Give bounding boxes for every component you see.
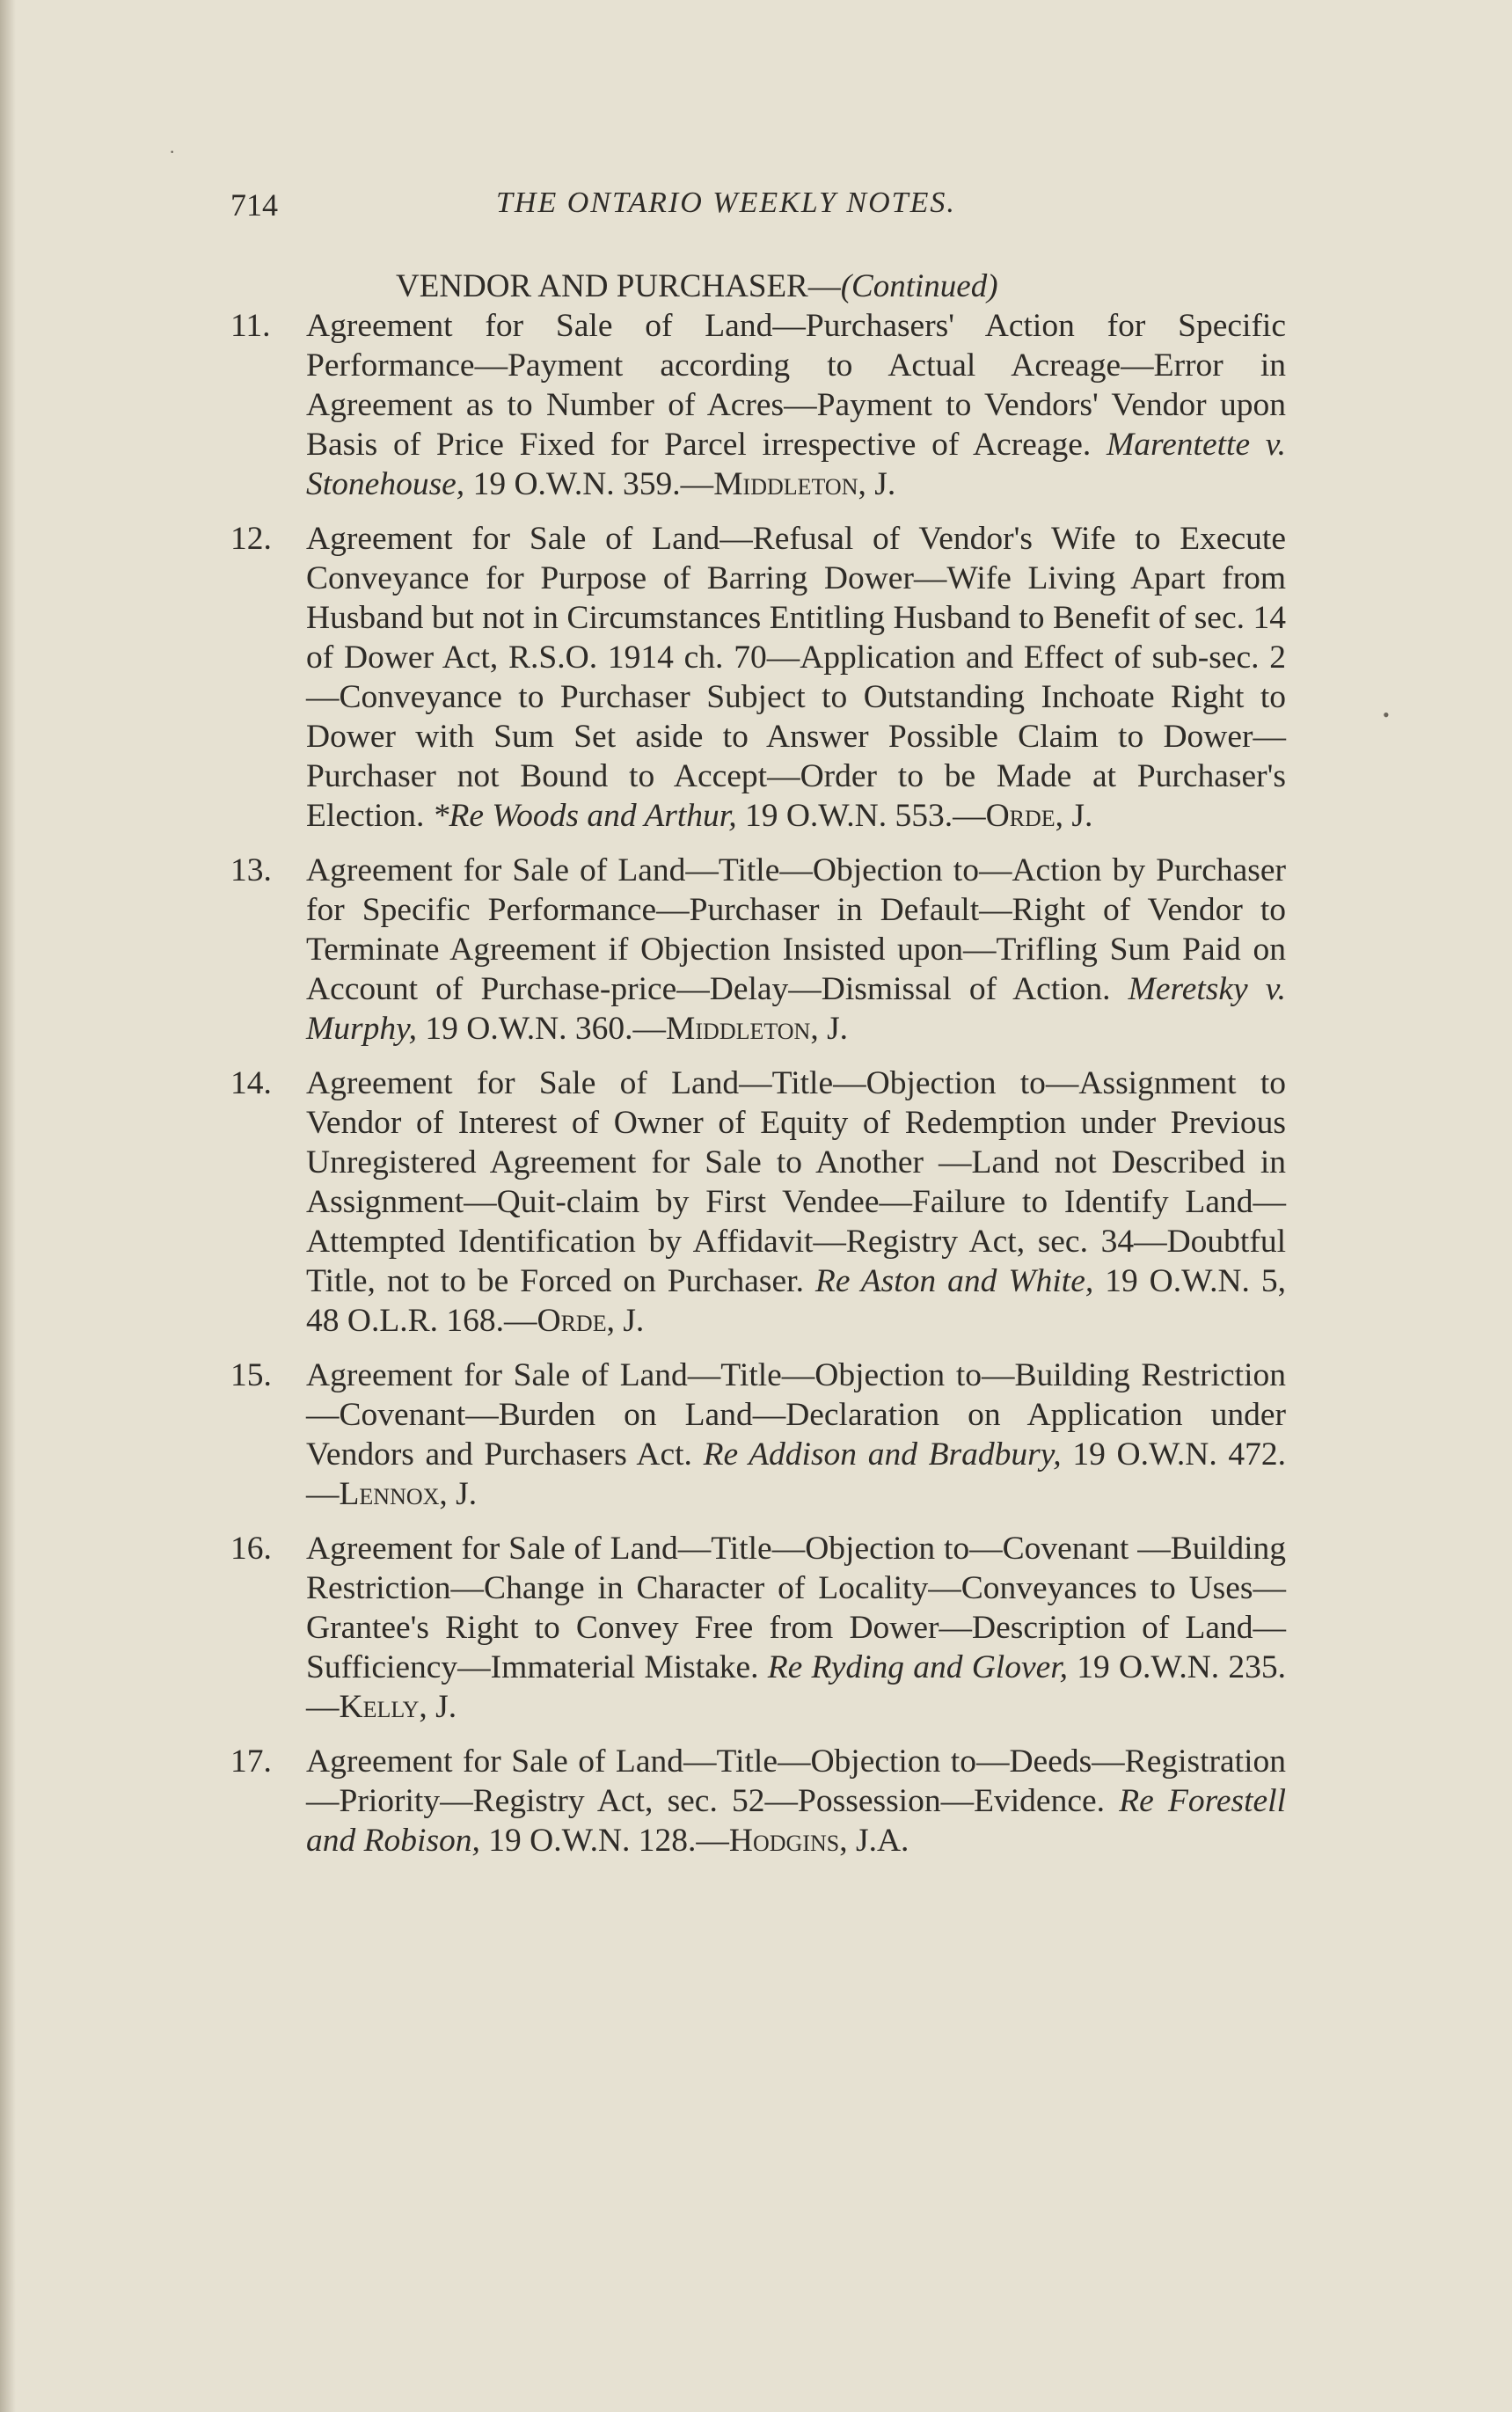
- entry-number: 17.: [230, 1743, 272, 1780]
- digest-entry: [230, 1063, 1286, 1341]
- case-name: Marentette v. Stonehouse,: [306, 427, 1287, 502]
- case-name: Re Aston and White,: [814, 1263, 1094, 1299]
- case-name: Re Forestell and Robison,: [306, 1783, 1286, 1859]
- ink-speck: •: [1383, 704, 1390, 726]
- digest-entry: [230, 1742, 1286, 1860]
- entry-body: [306, 1063, 1286, 1341]
- page-edge: [0, 0, 16, 2412]
- judge-name: Middleton, J.: [713, 466, 896, 502]
- entry-text: Agreement for Sale of Land—Title—Objection to—Deeds—Registration—Priority—Registry Act, sec. 52—Possession—Evidence.: [306, 1743, 1286, 1819]
- entry-number: 11.: [230, 308, 271, 344]
- case-name: Re Addison and Bradbury,: [703, 1436, 1062, 1473]
- case-name: Meretsky v. Murphy,: [306, 971, 1287, 1047]
- judge-name: Orde, J.: [985, 798, 1093, 834]
- entry-text: Agreement for Sale of Land—Title—Objection to—Building Restriction—Covenant—Burden on Land—Declaration on Application under Vendors and Purchasers Act.: [306, 1357, 1286, 1473]
- running-title: THE ONTARIO WEEKLY NOTES.: [496, 186, 956, 219]
- entry-number: 14.: [230, 1065, 272, 1101]
- citation: 19 O.W.N. 360.—: [425, 1011, 667, 1047]
- entry-text: Agreement for Sale of Land—Title—Objection to—Action by Purchaser for Specific Performance—Purchaser in Default—Right of Vendor to Terminate Agreement if Objection Insisted upon—Trifling Sum Paid on Account of Purchase-price—Delay—Dismissal of Action.: [306, 852, 1286, 1007]
- entry-body: [306, 851, 1286, 1049]
- entry-number: 12.: [230, 521, 272, 557]
- digest-entry: [230, 1356, 1286, 1514]
- citation: 19 O.W.N. 359.—: [472, 466, 714, 502]
- judge-name: Middleton, J.: [666, 1011, 849, 1047]
- entry-body: [306, 1742, 1286, 1860]
- judge-name: Kelly, J.: [339, 1689, 457, 1725]
- section-title: VENDOR AND PURCHASER—: [396, 268, 841, 304]
- digest-entry: [230, 1529, 1286, 1727]
- page-number: 714: [230, 187, 278, 223]
- citation: 19 O.W.N. 235.—: [306, 1649, 1287, 1725]
- digest-entry: [230, 306, 1286, 504]
- entry-text: Agreement for Sale of Land—Title—Objection to—Assignment to Vendor of Interest of Owner of Equity of Redemption under Previous Unregistered Agreement for Sale to Another —Land not Described in Assignment—Quit-claim by First Vendee—Failure to Identify Land—Attempted Identification by Affidavit—Registry Act, sec. 34—Doubtful Title, not to be Forced on Purchaser.: [306, 1065, 1286, 1299]
- entry-number: 15.: [230, 1357, 272, 1393]
- entry-number: 13.: [230, 852, 272, 888]
- citation: 19 O.W.N. 5, 48 O.L.R. 168.—: [306, 1263, 1286, 1339]
- citation: 19 O.W.N. 128.—: [488, 1823, 729, 1859]
- entry-body: [306, 1529, 1286, 1727]
- page-header: [230, 186, 1286, 239]
- entry-body: [306, 1356, 1286, 1514]
- judge-name: Lennox, J.: [339, 1476, 478, 1512]
- judge-name: Orde, J.: [537, 1303, 645, 1339]
- section-heading: [396, 267, 998, 305]
- digest-entries: [230, 306, 1286, 1875]
- entry-text: Agreement for Sale of Land—Refusal of Vendor's Wife to Execute Conveyance for Purpose of Barring Dower—Wife Living Apart from Husband but not in Circumstances Entitling Husband to Benefit of sec. 14 of Dower Act, R.S.O. 1914 ch. 70—Application and Effect of sub-sec. 2—Conveyance to Purchaser Subject to Outstanding Inchoate Right to Dower with Sum Set aside to Answer Possible Claim to Dower—Purchaser not Bound to Accept—Order to be Made at Purchaser's Election.: [306, 521, 1286, 834]
- case-name: *Re Woods and Arthur,: [432, 798, 737, 834]
- digest-entry: [230, 519, 1286, 836]
- citation: 19 O.W.N. 553.—: [744, 798, 986, 834]
- entry-text: Agreement for Sale of Land—Title—Objection to—Covenant —Building Restriction—Change in Character of Locality—Conveyances to Uses—Grantee's Right to Convey Free from Dower—Description of Land—Sufficiency—Immaterial Mistake.: [306, 1531, 1286, 1685]
- case-name: Re Ryding and Glover,: [767, 1649, 1069, 1685]
- citation: 19 O.W.N. 472.—: [306, 1436, 1287, 1512]
- ink-speck: ·: [169, 141, 176, 163]
- entry-body: [306, 306, 1286, 504]
- entry-text: Agreement for Sale of Land—Purchasers' Action for Specific Performance—Payment according to Actual Acreage—Error in Agreement as to Number of Acres—Payment to Vendors' Vendor upon Basis of Price Fixed for Parcel irrespective of Acreage.: [306, 308, 1286, 463]
- digest-entry: [230, 851, 1286, 1049]
- judge-name: Hodgins, J.A.: [728, 1823, 909, 1859]
- entry-number: 16.: [230, 1531, 272, 1567]
- section-continued: (Continued): [840, 268, 998, 304]
- entry-body: [306, 519, 1286, 836]
